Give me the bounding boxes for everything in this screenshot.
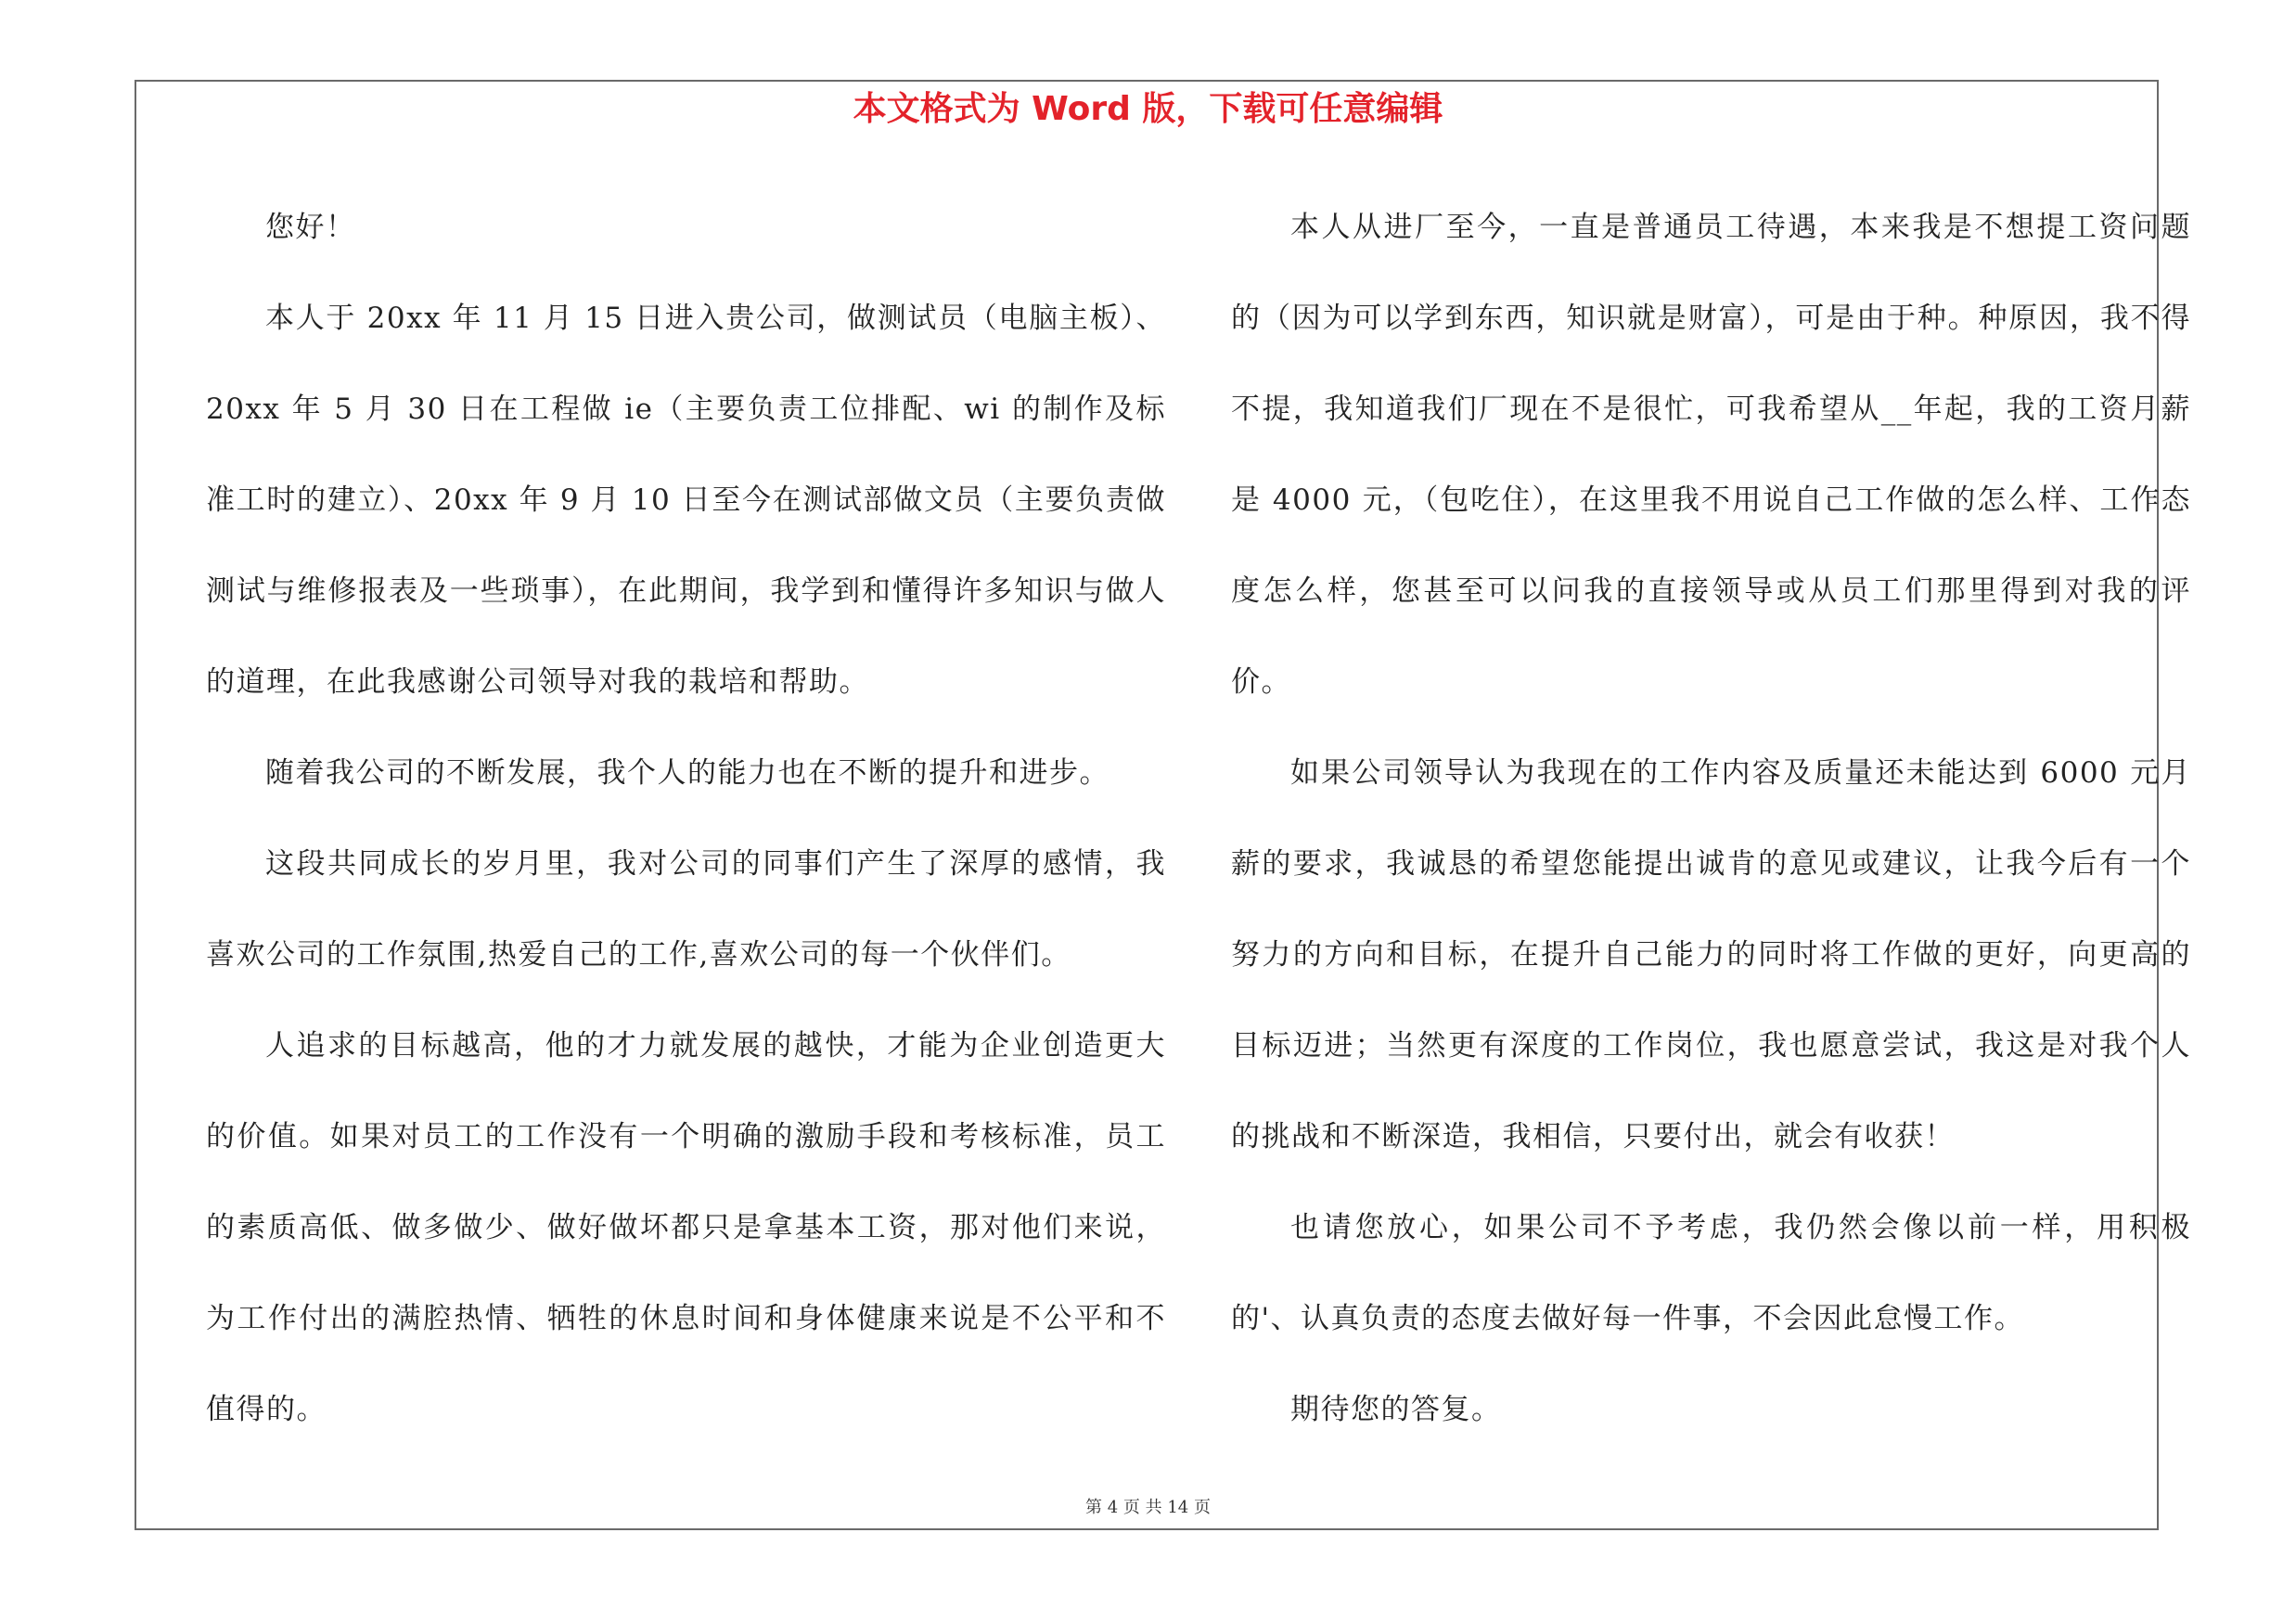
format-notice: 本文格式为 Word 版，下载可任意编辑 [853,90,1443,128]
body-paragraph: 随着我公司的不断发展，我个人的能力也在不断的提升和进步。 [265,756,1110,790]
right-column [1231,182,2191,1455]
body-paragraph: 本人于 20xx 年 11 月 15 日进入贵公司，做测试员（电脑主板）、20xx 年 5 月 30 日在工程做 ie（主要负责工位排配、wi 的制作及标准工时的建立）、20xx 年 9 月 10 日至今在测试部做文员（主要负责做测试与维修报表及一些琐事），在此期间，我学到和懂得许多知识与做人的道理，在此我感谢公司领导对我的栽培和帮助。 [206,302,1166,699]
body-paragraph: 也请您放心，如果公司不予考虑，我仍然会像以前一样，用积极的'、认真负责的态度去做好每一件事，不会因此怠慢工作。 [1231,1211,2191,1335]
page-indicator: 第 4 页 共 14 页 [1085,1498,1211,1517]
left-column [206,182,1166,1455]
body-paragraph: 如果公司领导认为我现在的工作内容及质量还未能达到 6000 元月薪的要求，我诚恳的希望您能提出诚肯的意见或建议，让我今后有一个努力的方向和目标，在提升自己能力的同时将工作做的更好，向更高的目标迈进；当然更有深度的工作岗位，我也愿意尝试，我这是对我个人的挑战和不断深造，我相信，只要付出，就会有收获！ [1231,756,2191,1153]
body-paragraph: 本人从进厂至今，一直是普通员工待遇，本来我是不想提工资问题的（因为可以学到东西，知识就是财富），可是由于种。种原因，我不得不提，我知道我们厂现在不是很忙，可我希望从__年起，我的工资月薪是 4000 元，（包吃住），在这里我不用说自己工作做的怎么样、工作态度怎么样，您甚至可以问我的直接领导或从员工们那里得到对我的评价。 [1231,211,2191,699]
body-paragraph: 人追求的目标越高，他的才力就发展的越快，才能为企业创造更大的价值。如果对员工的工作没有一个明确的激励手段和考核标准，员工的素质高低、做多做少、做好做坏都只是拿基本工资，那对他们来说，为工作付出的满腔热情、牺牲的休息时间和身体健康来说是不公平和不值得的。 [206,1029,1166,1426]
body-paragraph: 这段共同成长的岁月里，我对公司的同事们产生了深厚的感情，我喜欢公司的工作氛围,热爱自己的工作,喜欢公司的每一个伙伴们。 [206,847,1166,972]
salutation: 您好！ [265,211,356,244]
closing-line: 期待您的答复。 [1290,1393,1502,1426]
